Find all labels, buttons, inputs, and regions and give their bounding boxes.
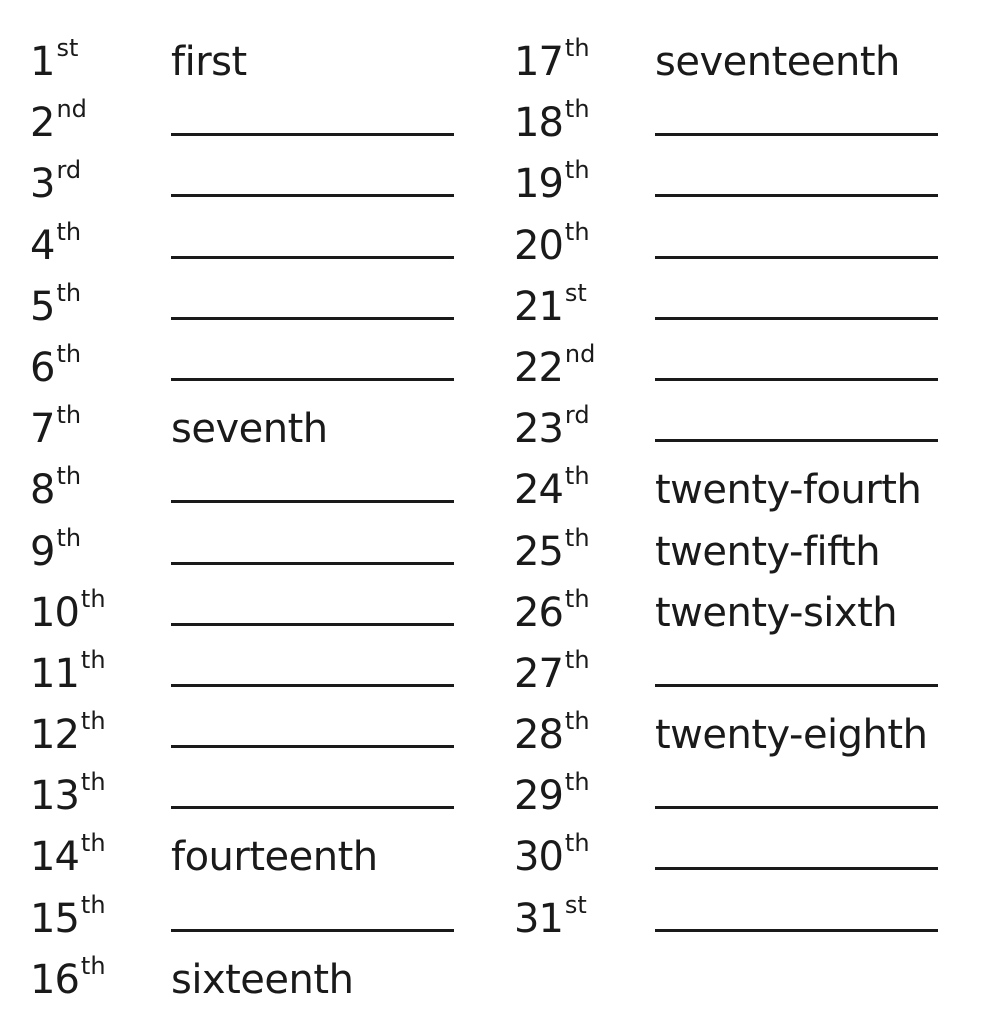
ordinal-number (30, 339, 82, 397)
ordinal-suffix: th (80, 645, 106, 674)
ordinal-number (514, 95, 590, 152)
number-digits: 10 (30, 589, 79, 636)
ordinal-number (30, 95, 87, 152)
ordinal-number (30, 890, 106, 948)
left-column (30, 32, 490, 1011)
ordinal-suffix: th (80, 890, 106, 919)
ordinal-suffix: st (56, 34, 79, 62)
answer-blank-line[interactable] (171, 806, 454, 809)
ordinal-suffix: rd (564, 401, 590, 430)
ordinal-suffix: th (56, 339, 82, 368)
ordinal-row-20 (514, 216, 974, 277)
ordinal-number (30, 829, 106, 886)
answer-blank-line[interactable] (171, 317, 454, 320)
ordinal-suffix: th (564, 707, 590, 736)
ordinal-number (30, 584, 106, 642)
ordinal-suffix: st (564, 890, 587, 919)
number-digits: 5 (30, 283, 55, 330)
ordinal-number (514, 890, 587, 948)
ordinal-row-19 (514, 154, 974, 215)
number-digits: 8 (30, 467, 55, 514)
number-digits: 17 (514, 39, 563, 85)
ordinal-suffix: nd (56, 95, 87, 124)
number-digits: 14 (30, 834, 79, 881)
ordinal-row-2 (30, 93, 490, 154)
ordinal-number (514, 217, 590, 275)
ordinal-word: seventeenth (655, 39, 900, 85)
number-digits: 19 (514, 161, 563, 208)
number-digits: 21 (514, 283, 563, 330)
ordinal-row-17 (514, 32, 974, 93)
ordinal-row-28 (514, 705, 974, 766)
ordinal-word: twenty-fifth (655, 528, 881, 575)
ordinal-number (30, 768, 106, 825)
ordinal-word: first (171, 39, 247, 85)
number-digits: 4 (30, 222, 55, 269)
number-digits: 11 (30, 650, 79, 697)
answer-blank-line[interactable] (171, 623, 454, 626)
number-digits: 15 (30, 895, 79, 942)
ordinal-row-5 (30, 277, 490, 338)
ordinal-suffix: th (80, 951, 106, 980)
number-digits: 31 (514, 895, 563, 942)
ordinal-row-24 (514, 460, 974, 521)
answer-blank-line[interactable] (171, 562, 454, 565)
number-digits: 2 (30, 100, 55, 147)
ordinal-number (514, 584, 590, 642)
number-digits: 20 (514, 222, 563, 269)
ordinal-row-11 (30, 644, 490, 705)
ordinal-row-16 (30, 950, 490, 1011)
ordinal-suffix: th (564, 645, 590, 674)
answer-blank-line[interactable] (655, 194, 938, 197)
answer-blank-line[interactable] (655, 133, 938, 136)
ordinal-row-9 (30, 522, 490, 583)
ordinal-row-18 (514, 93, 974, 154)
ordinal-suffix: th (564, 523, 590, 552)
ordinal-suffix: nd (564, 339, 596, 368)
ordinal-row-25 (514, 522, 974, 583)
right-column (514, 32, 974, 950)
ordinal-number (30, 523, 82, 581)
ordinal-number (30, 34, 79, 91)
ordinal-row-8 (30, 460, 490, 521)
ordinal-suffix: th (56, 217, 82, 246)
number-digits: 6 (30, 344, 55, 391)
number-digits: 3 (30, 161, 55, 208)
answer-blank-line[interactable] (171, 500, 454, 503)
ordinal-row-27 (514, 644, 974, 705)
ordinal-suffix: th (56, 523, 82, 552)
ordinal-suffix: th (80, 584, 106, 613)
ordinal-number (30, 156, 82, 213)
ordinal-row-14 (30, 827, 490, 888)
ordinal-row-3 (30, 154, 490, 215)
number-digits: 16 (30, 956, 79, 1003)
answer-blank-line[interactable] (171, 256, 454, 259)
ordinal-number (514, 768, 590, 825)
ordinal-row-4 (30, 216, 490, 277)
ordinal-suffix: th (56, 401, 82, 430)
number-digits: 25 (514, 528, 563, 575)
ordinal-word: twenty-eighth (655, 712, 928, 759)
ordinal-number (30, 707, 106, 764)
ordinal-row-6 (30, 338, 490, 399)
ordinal-suffix: th (80, 707, 106, 736)
ordinal-number (514, 645, 590, 703)
answer-blank-line[interactable] (655, 806, 938, 809)
ordinal-number (514, 156, 590, 213)
ordinal-number (514, 523, 590, 581)
ordinal-number (30, 217, 82, 275)
ordinal-number (514, 339, 596, 397)
ordinal-suffix: th (564, 217, 590, 246)
number-digits: 30 (514, 834, 563, 881)
ordinal-row-1 (30, 32, 490, 93)
ordinal-row-29 (514, 766, 974, 827)
number-digits: 27 (514, 650, 563, 697)
answer-blank-line[interactable] (171, 378, 454, 381)
ordinal-number (30, 278, 82, 336)
ordinal-number (514, 278, 587, 336)
ordinal-suffix: th (56, 462, 82, 491)
number-digits: 28 (514, 712, 563, 759)
ordinal-suffix: th (80, 829, 106, 858)
ordinal-number (30, 401, 82, 458)
answer-blank-line[interactable] (655, 256, 938, 259)
ordinal-number (30, 462, 82, 519)
ordinal-word: fourteenth (171, 834, 378, 881)
number-digits: 7 (30, 406, 55, 453)
answer-blank-line[interactable] (171, 684, 454, 687)
answer-blank-line[interactable] (655, 867, 938, 870)
ordinal-number (514, 401, 590, 458)
ordinal-number (30, 645, 106, 703)
answer-blank-line[interactable] (171, 194, 454, 197)
ordinal-suffix: th (564, 768, 590, 797)
ordinal-suffix: th (564, 462, 590, 491)
answer-blank-line[interactable] (655, 317, 938, 320)
ordinal-row-15 (30, 889, 490, 950)
answer-blank-line[interactable] (171, 929, 454, 932)
ordinal-suffix: st (564, 278, 587, 307)
ordinal-suffix: th (564, 156, 590, 185)
number-digits: 12 (30, 712, 79, 759)
ordinal-row-23 (514, 399, 974, 460)
ordinal-suffix: th (564, 829, 590, 858)
number-digits: 24 (514, 467, 563, 514)
ordinal-suffix: rd (56, 156, 82, 185)
ordinal-word: twenty-fourth (655, 467, 922, 514)
ordinal-word: seventh (171, 406, 328, 453)
ordinal-row-30 (514, 827, 974, 888)
ordinal-suffix: th (564, 34, 590, 62)
ordinal-row-31 (514, 889, 974, 950)
ordinal-suffix: th (56, 278, 82, 307)
answer-blank-line[interactable] (655, 929, 938, 932)
ordinal-row-26 (514, 583, 974, 644)
ordinal-row-10 (30, 583, 490, 644)
ordinal-suffix: th (564, 95, 590, 124)
ordinal-number (514, 34, 590, 91)
ordinal-number (514, 462, 590, 519)
number-digits: 22 (514, 344, 563, 391)
ordinal-suffix: th (80, 768, 106, 797)
answer-blank-line[interactable] (171, 133, 454, 136)
answer-blank-line[interactable] (655, 378, 938, 381)
ordinal-number (30, 951, 106, 1009)
ordinal-number (514, 707, 590, 764)
ordinal-number (514, 829, 590, 886)
ordinal-row-13 (30, 766, 490, 827)
ordinal-row-7 (30, 399, 490, 460)
number-digits: 1 (30, 39, 55, 85)
number-digits: 9 (30, 528, 55, 575)
answer-blank-line[interactable] (655, 439, 938, 442)
number-digits: 13 (30, 773, 79, 820)
answer-blank-line[interactable] (171, 745, 454, 748)
ordinal-row-21 (514, 277, 974, 338)
number-digits: 23 (514, 406, 563, 453)
answer-blank-line[interactable] (655, 684, 938, 687)
ordinal-suffix: th (564, 584, 590, 613)
ordinal-word: twenty-sixth (655, 589, 898, 636)
number-digits: 26 (514, 589, 563, 636)
ordinal-row-12 (30, 705, 490, 766)
number-digits: 18 (514, 100, 563, 147)
ordinal-row-22 (514, 338, 974, 399)
ordinal-word: sixteenth (171, 956, 354, 1003)
number-digits: 29 (514, 773, 563, 820)
